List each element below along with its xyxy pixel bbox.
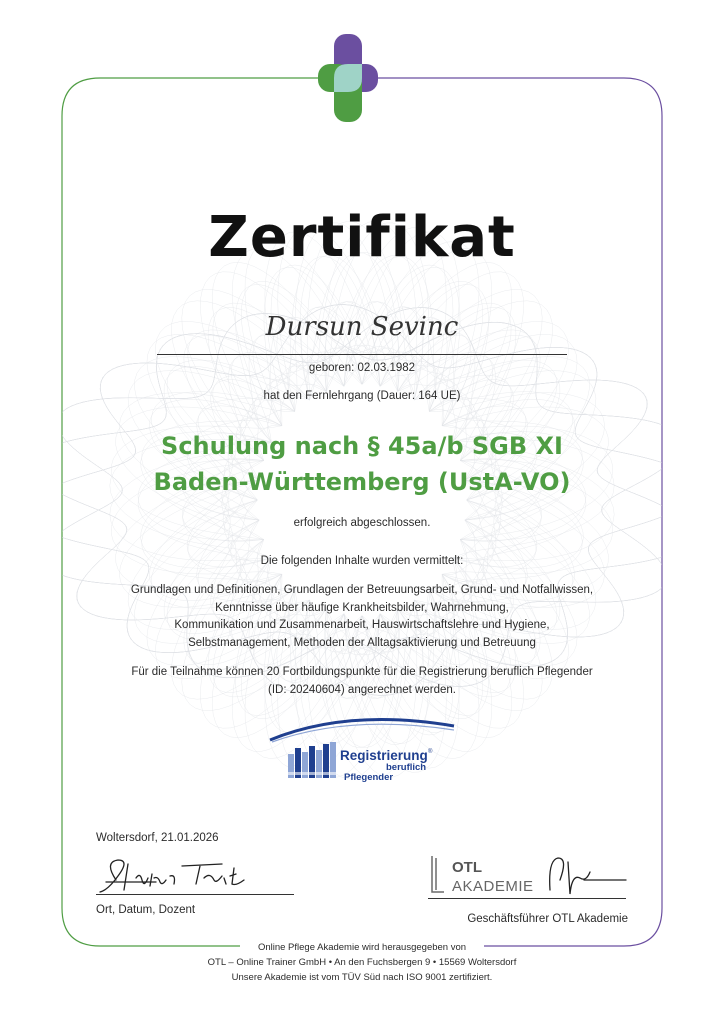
contents-intro: Die folgenden Inhalte wurden vermittelt: — [260, 555, 464, 567]
completion-text: erfolgreich abgeschlossen. — [293, 517, 431, 529]
otl-logo-bottom: AKADEMIE — [452, 878, 534, 895]
contents-line: Grundlagen und Definitionen, Grundlagen der Betreuungsarbeit, Grund- und Notfallwissen, — [130, 584, 594, 596]
footer — [0, 940, 724, 985]
left-caption: Ort, Datum, Dozent — [96, 904, 196, 916]
contents-list — [0, 582, 724, 652]
place-date: Woltersdorf, 21.01.2026 — [96, 832, 219, 844]
registration-logo-line2: beruflich — [386, 762, 427, 773]
cross-logo-icon — [318, 34, 378, 122]
footer-line-1: Online Pflege Akademie wird herausgegeben von — [257, 942, 467, 953]
contents-line: Kenntnisse über häufige Krankheitsbilder, Wahrnehmung, — [215, 601, 509, 614]
registration-logo-line1: Registrierung — [340, 748, 428, 763]
instructor-signature — [96, 850, 296, 900]
registration-bars-icon — [288, 742, 336, 778]
manager-signature — [550, 858, 626, 894]
birth-date: geboren: 02.03.1982 — [308, 362, 416, 374]
guilloche-curve — [151, 307, 589, 779]
course-title-line-1: Schulung nach § 45a/b SGB XI — [161, 432, 563, 460]
left-signature-block — [96, 832, 316, 916]
name-underline — [157, 354, 567, 355]
otl-logo-top: OTL — [452, 859, 482, 876]
recipient-name: Dursun Sevinc — [265, 312, 459, 342]
guilloche-curve — [135, 307, 573, 779]
course-title — [0, 428, 724, 500]
points-text — [0, 663, 724, 699]
footer-line-3: Unsere Akademie ist vom TÜV Süd nach ISO 9001 zertifiziert. — [231, 972, 493, 983]
contents-line: Selbstmanagement, Methoden der Alltagsaktivierung und Betreuung — [188, 636, 536, 649]
registration-logo — [268, 716, 458, 786]
certificate-title: Zertifikat — [208, 205, 516, 270]
footer-line-2: OTL – Online Trainer GmbH • An den Fuchsbergen 9 • 15569 Woltersdorf — [207, 957, 517, 968]
registration-logo-line3: Pflegender — [344, 772, 394, 783]
right-signature-block — [400, 850, 628, 925]
contents-line: Kommunikation und Zusammenarbeit, Hauswirtschaftslehre und Hygiene, — [174, 619, 550, 631]
registration-logo-mark: ® — [428, 749, 433, 755]
points-line-1: Für die Teilnahme können 20 Fortbildungspunkte für die Registrierung beruflich Pflegender — [131, 666, 593, 678]
course-title-line-2: Baden-Württemberg (UstA-VO) — [153, 468, 571, 496]
right-signature-line — [428, 898, 626, 899]
points-line-2: (ID: 20240604) angerechnet werden. — [268, 684, 456, 696]
left-signature-line — [96, 894, 294, 895]
otl-akademie-logo — [400, 850, 628, 898]
course-intro: hat den Fernlehrgang (Dauer: 164 UE) — [263, 390, 461, 402]
right-caption: Geschäftsführer OTL Akademie — [467, 913, 628, 925]
